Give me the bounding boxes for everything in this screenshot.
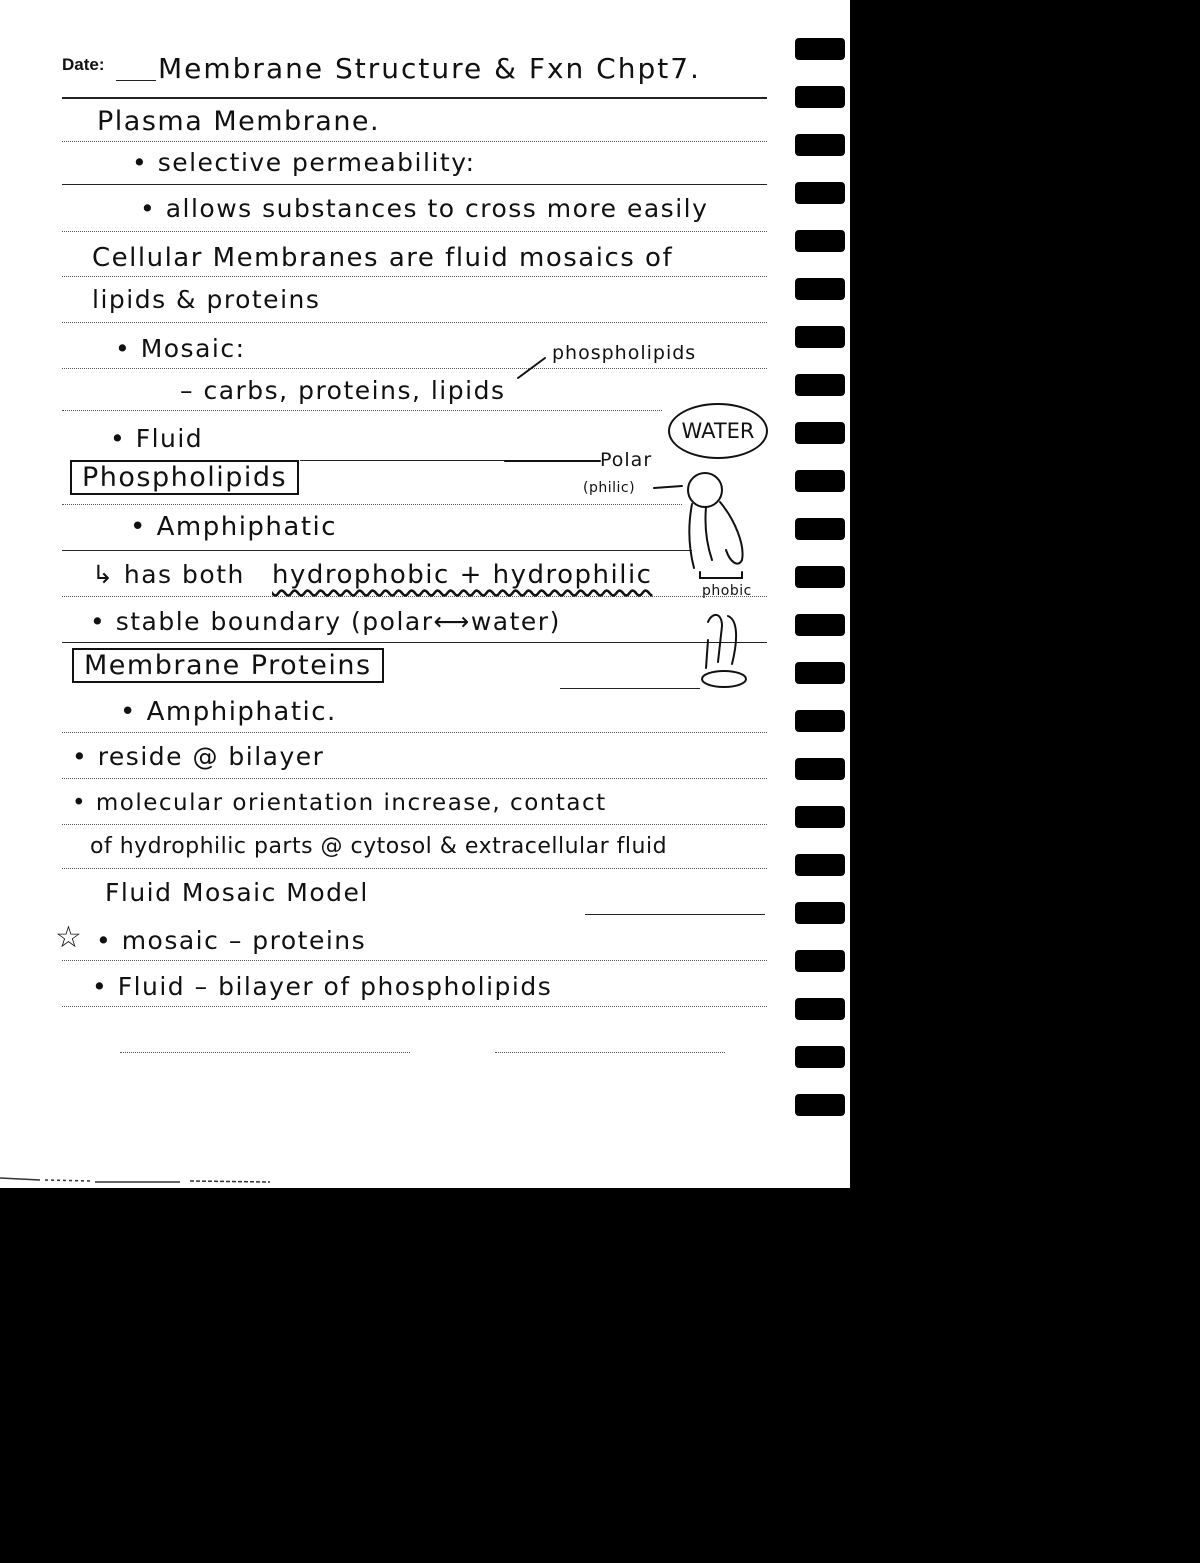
note-line: lipids & proteins <box>92 285 321 314</box>
note-line: • Fluid <box>110 424 204 453</box>
note-line: • Mosaic: <box>115 334 246 363</box>
spiral-ring <box>795 278 845 300</box>
note-line: Cellular Membranes are fluid mosaics of <box>92 243 674 273</box>
spiral-ring <box>795 230 845 252</box>
spiral-ring <box>795 950 845 972</box>
star-icon: ☆ <box>55 920 84 955</box>
spiral-ring <box>795 902 845 924</box>
spiral-ring <box>795 38 845 60</box>
spiral-binding <box>795 38 850 1128</box>
note-line: • stable boundary (polar⟷water) <box>90 607 561 636</box>
spiral-ring <box>795 710 845 732</box>
spiral-ring <box>795 998 845 1020</box>
label-philic: (philic) <box>583 480 636 496</box>
note-line: • mosaic – proteins <box>96 926 367 955</box>
heading-membrane-proteins: Membrane Proteins <box>72 648 384 683</box>
note-line: • Amphiphatic <box>130 512 338 542</box>
heading-phospholipids: Phospholipids <box>70 460 299 495</box>
note-line: – carbs, proteins, lipids <box>180 376 506 405</box>
note-line: of hydrophilic parts @ cytosol & extracellular fluid <box>90 834 668 859</box>
spiral-ring <box>795 182 845 204</box>
spiral-ring <box>795 566 845 588</box>
date-label: Date: <box>62 55 105 74</box>
spiral-ring <box>795 470 845 492</box>
page-title: Membrane Structure & Fxn Chpt7. <box>158 52 701 85</box>
spiral-ring <box>795 518 845 540</box>
spiral-ring <box>795 1094 845 1116</box>
note-line: ↳ has both <box>92 560 245 589</box>
label-polar: Polar <box>600 449 653 471</box>
scan-edge-marks <box>0 1168 280 1188</box>
spiral-ring <box>795 422 845 444</box>
label-phobic: phobic <box>702 583 752 599</box>
spiral-ring <box>795 134 845 156</box>
note-line: • selective permeability: <box>132 148 476 177</box>
spiral-ring <box>795 86 845 108</box>
spiral-ring <box>795 758 845 780</box>
water-label: WATER <box>668 403 768 459</box>
note-line: • molecular orientation increase, contact <box>72 790 607 816</box>
note-line: • allows substances to cross more easily <box>140 194 709 223</box>
spiral-ring <box>795 806 845 828</box>
heading-plasma-membrane: Plasma Membrane. <box>97 106 381 137</box>
note-emphasis: hydrophobic + hydrophilic <box>272 560 653 590</box>
spiral-ring <box>795 1046 845 1068</box>
spiral-ring <box>795 374 845 396</box>
spiral-ring <box>795 326 845 348</box>
note-line: • Fluid – bilayer of phospholipids <box>92 972 553 1001</box>
spiral-ring <box>795 854 845 876</box>
label-phospholipids: phospholipids <box>552 342 697 364</box>
note-line: • Amphiphatic. <box>120 697 337 727</box>
note-line: • reside @ bilayer <box>72 742 325 771</box>
heading-fluid-mosaic-model: Fluid Mosaic Model <box>105 878 369 907</box>
spiral-ring <box>795 614 845 636</box>
spiral-ring <box>795 662 845 684</box>
